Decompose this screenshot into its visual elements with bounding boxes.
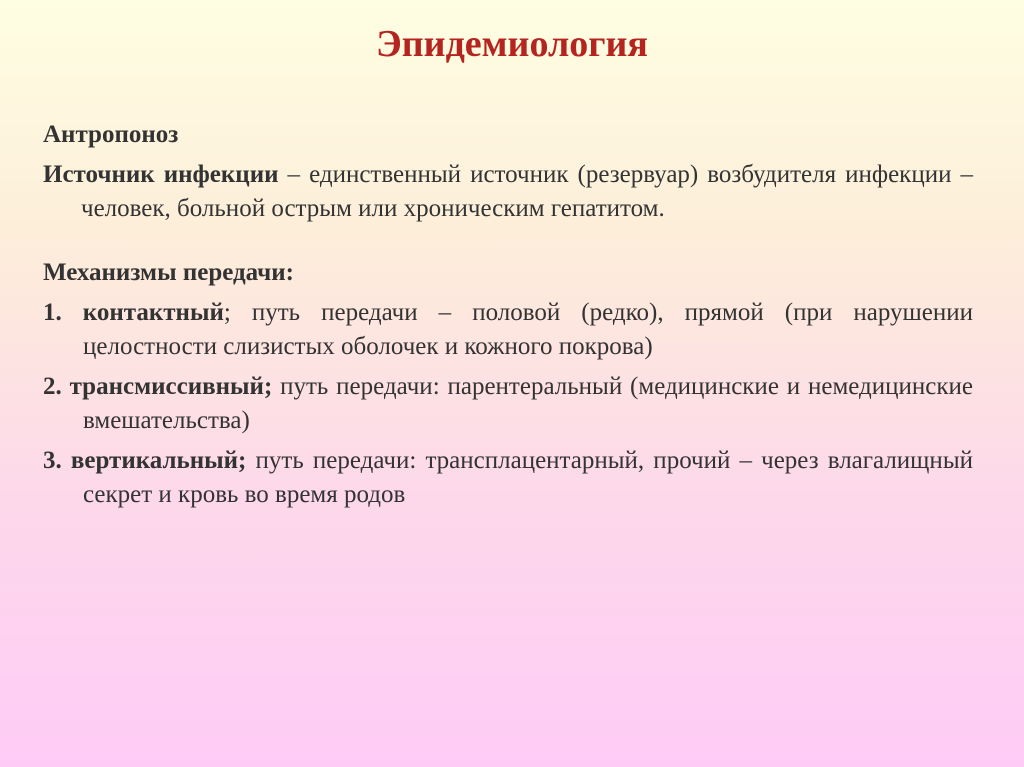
mechanism-text: ; путь передачи – половой (редко), прямой (при нарушении целостности слизистых оболочек и кожного покрова)	[83, 299, 973, 360]
anthroponosis-heading: Антропоноз	[43, 121, 179, 148]
infection-source-paragraph	[43, 158, 973, 226]
slide-title: Эпидемиология	[376, 23, 648, 65]
infection-source-text: – единственный источник (резервуар) возбудителя инфекции – человек, больной острым или хроническим гепатитом.	[81, 161, 973, 222]
slide-body	[43, 118, 973, 518]
mechanism-item-vertical	[43, 444, 973, 512]
spacer	[43, 232, 973, 256]
mechanism-item-transmissive	[43, 370, 973, 438]
mechanism-label: 1. контактный	[43, 299, 224, 326]
mechanism-text: путь передачи: трансплацентарный, прочий – через влагалищный секрет и кровь во время родов	[83, 447, 973, 508]
mechanism-item-contact	[43, 296, 973, 364]
mechanism-label: 2. трансмиссивный;	[43, 373, 273, 400]
mechanism-label: 3. вертикальный;	[43, 447, 247, 474]
mechanisms-heading: Механизмы передачи:	[43, 259, 294, 286]
mechanism-text: путь передачи: парентеральный (медицинские и немедицинские вмешательства)	[83, 373, 973, 434]
infection-source-label: Источник инфекции	[43, 161, 279, 188]
